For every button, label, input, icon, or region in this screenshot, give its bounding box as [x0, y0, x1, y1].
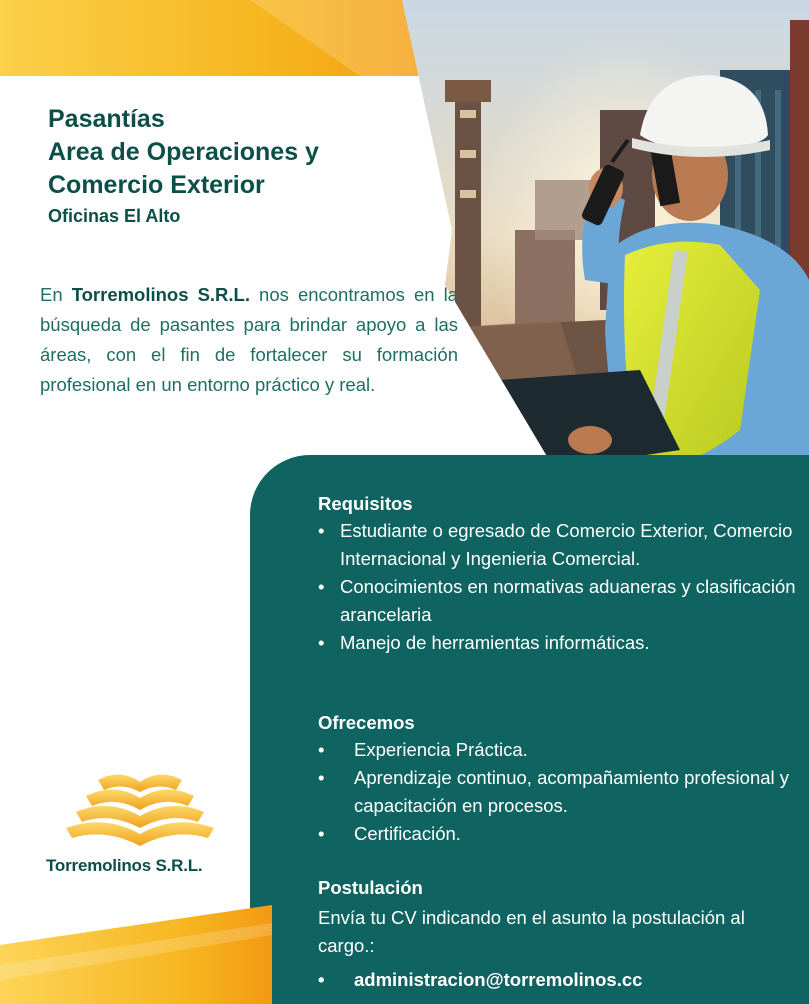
- requisito-text: Conocimientos en normativas aduaneras y clasificación arancelaria: [340, 576, 796, 625]
- bullet-icon: •: [318, 520, 325, 541]
- requisitos-heading: Requisitos: [318, 493, 413, 514]
- bottom-yellow-accent: [0, 905, 272, 1004]
- intro-prefix: En: [40, 284, 72, 305]
- requisito-text: Manejo de herramientas informáticas.: [340, 632, 650, 653]
- postulacion-heading: Postulación: [318, 877, 423, 898]
- ofrecemos-text: Experiencia Práctica.: [354, 739, 528, 760]
- list-item: [318, 764, 798, 820]
- requisito-text: Estudiante o egresado de Comercio Exterior, Comercio Internacional y Ingenieria Comercial.: [340, 520, 793, 569]
- title-line-3: Comercio Exterior: [48, 171, 265, 199]
- bullet-icon: •: [318, 576, 325, 597]
- title-line-2: Area de Operaciones y: [48, 138, 319, 166]
- email-row: [318, 969, 642, 991]
- list-item: [318, 517, 798, 573]
- bullet-icon: •: [318, 767, 325, 788]
- logo-company-name: Torremolinos S.R.L.: [46, 856, 203, 875]
- intro-paragraph: [40, 280, 458, 400]
- email-link[interactable]: administracion@torremolinos.cc: [354, 969, 643, 990]
- ofrecemos-list: [318, 736, 798, 848]
- list-item: [318, 736, 798, 764]
- ofrecemos-heading: Ofrecemos: [318, 712, 415, 733]
- bullet-icon: •: [318, 823, 325, 844]
- title-line-1: Pasantías: [48, 105, 165, 133]
- list-item: [318, 820, 798, 848]
- bullet-icon: •: [318, 969, 325, 990]
- intro-rest: nos encontramos en la búsqueda de pasantes para brindar apoyo a las áreas, con el fin de fortalecer su formación profesional en un entorno práctico y real.: [40, 284, 458, 395]
- intro-company: Torremolinos S.R.L.: [71, 284, 250, 305]
- postulacion-text: Envía tu CV indicando en el asunto la postulación al cargo.:: [318, 907, 745, 956]
- subtitle-location: Oficinas El Alto: [48, 206, 181, 226]
- requisitos-list: [318, 517, 798, 657]
- list-item: [318, 573, 798, 629]
- ofrecemos-text: Certificación.: [354, 823, 461, 844]
- bullet-icon: •: [318, 739, 325, 760]
- ofrecemos-text: Aprendizaje continuo, acompañamiento profesional y capacitación en procesos.: [354, 767, 790, 816]
- list-item: [318, 629, 798, 657]
- bullet-icon: •: [318, 632, 325, 653]
